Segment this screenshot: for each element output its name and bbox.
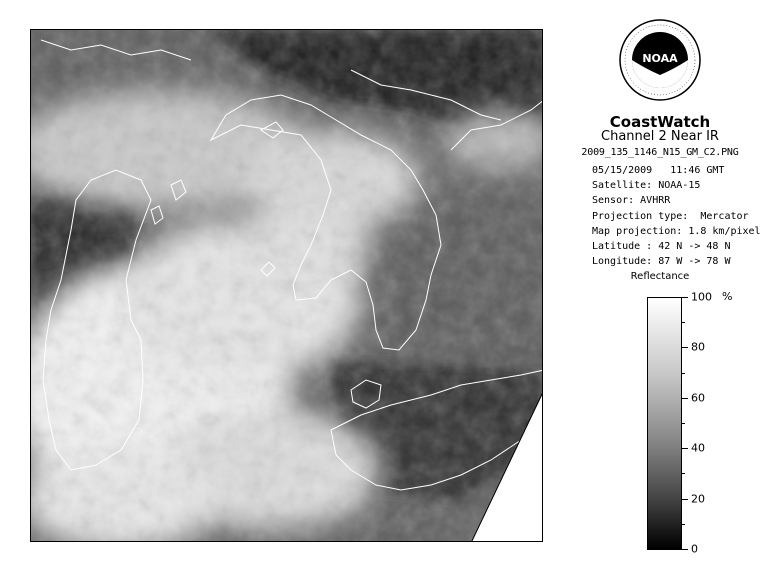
colorbar-ticks: [682, 290, 742, 556]
colorbar-tick-label: 20: [691, 492, 705, 506]
colorbar-tick: [682, 398, 688, 399]
colorbar-tick: [682, 473, 685, 474]
colorbar-tick: [682, 423, 685, 424]
metadata-sensor: Sensor: AVHRR: [592, 195, 671, 207]
metadata-projection-type: Projection type: Mercator: [592, 210, 749, 222]
product-title: CoastWatch: [609, 113, 711, 131]
colorbar-tick: [682, 373, 685, 374]
colorbar-tick-label: 100: [691, 290, 712, 304]
metadata-latitude: Latitude : 42 N -> 48 N: [592, 241, 731, 253]
colorbar-tick: [682, 347, 688, 348]
colorbar-tick-label: 80: [691, 340, 705, 354]
logo-center-text: NOAA: [642, 52, 678, 65]
satellite-image: [30, 29, 543, 542]
metadata-block: [592, 163, 761, 269]
colorbar-tick-label: 0: [691, 542, 698, 556]
colorbar-tick-label: 60: [691, 391, 705, 405]
metadata-date: 05/15/2009 11:46 GMT: [592, 165, 725, 176]
product-filename: 2009_135_1146_N15_GM_C2.PNG: [581, 147, 739, 158]
colorbar-tick: [682, 297, 688, 298]
noaa-logo-icon: [619, 17, 701, 103]
product-subtitle: Channel 2 Near IR: [601, 129, 719, 144]
reflectance-colorbar: [647, 297, 682, 550]
colorbar-tick: [682, 322, 685, 323]
colorbar-tick: [682, 448, 688, 449]
metadata-satellite: Satellite: NOAA-15: [592, 180, 701, 192]
satellite-map-svg: [31, 30, 543, 542]
colorbar-tick-label: 40: [691, 441, 705, 455]
colorbar-title: Reflectance: [630, 271, 690, 282]
colorbar-tick: [682, 524, 685, 525]
colorbar-tick: [682, 499, 688, 500]
colorbar-unit: %: [722, 290, 733, 303]
metadata-longitude: Longitude: 87 W -> 78 W: [592, 256, 731, 268]
colorbar-tick: [682, 549, 688, 550]
metadata-map-projection: Map projection: 1.8 km/pixel: [592, 225, 761, 237]
